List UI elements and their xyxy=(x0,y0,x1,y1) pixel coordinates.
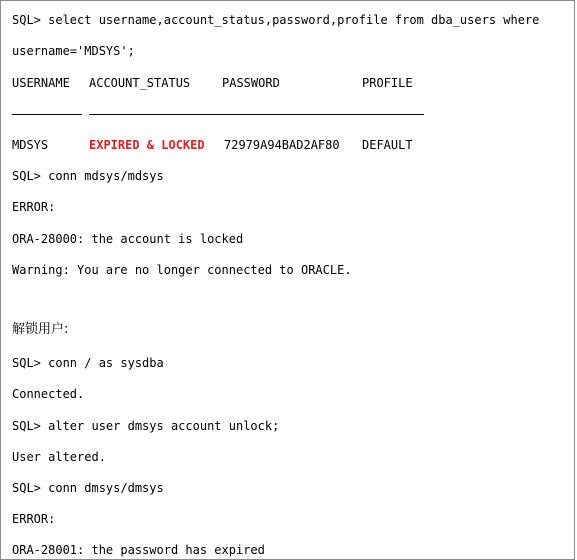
cell-profile: DEFAULT xyxy=(362,138,413,152)
sql-conn-dmsys: SQL> conn dmsys/dmsys xyxy=(12,481,164,495)
header-password: PASSWORD xyxy=(222,76,280,90)
separator-rest xyxy=(89,114,424,115)
cell-password: 72979A94BAD2AF80 xyxy=(224,138,340,152)
ora-28000-message: ORA-28000: the account is locked xyxy=(12,232,244,246)
unlock-user-heading: 解锁用户: xyxy=(12,322,69,337)
user-altered-message: User altered. xyxy=(12,450,106,464)
header-username: USERNAME xyxy=(12,76,70,90)
connected-message: Connected. xyxy=(12,387,85,401)
warning-message: Warning: You are no longer connected to ORACLE. xyxy=(12,263,352,277)
cell-account-status: EXPIRED & LOCKED xyxy=(89,138,205,152)
sql-query-line-1: SQL> select username,account_status,password,profile from dba_users where xyxy=(12,13,540,27)
sql-alter-user: SQL> alter user dmsys account unlock; xyxy=(12,419,280,433)
ora-28001-message: ORA-28001: the password has expired xyxy=(12,543,265,557)
header-profile: PROFILE xyxy=(362,76,413,90)
error-label-2: ERROR: xyxy=(12,512,56,526)
cell-username: MDSYS xyxy=(12,138,49,152)
header-account-status: ACCOUNT_STATUS xyxy=(89,76,191,90)
separator-username xyxy=(12,114,82,115)
error-label-1: ERROR: xyxy=(12,200,56,214)
sql-query-line-2: username='MDSYS'; xyxy=(12,44,135,58)
sql-conn-mdsys: SQL> conn mdsys/mdsys xyxy=(12,169,164,183)
sql-conn-sysdba: SQL> conn / as sysdba xyxy=(12,356,164,370)
